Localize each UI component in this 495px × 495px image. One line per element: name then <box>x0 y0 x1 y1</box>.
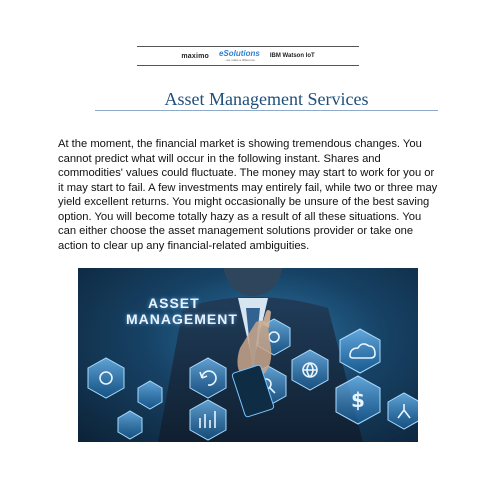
esolutions-logo <box>219 50 260 62</box>
body-paragraph: At the moment, the financial market is showing tremendous changes. You cannot predict what will occur in the following instant. Shares and commodities' values could fluctuate. The money may start to work for you or it may start to fail. A few investments may entirely fail, while two or three may yield excellent returns. You might occasionally be unsure of the best saving option. You will become totally hazy as a result of all these situations. You can either choose the asset management solutions provider or take one action to clear up any financial-related ambiguities. <box>58 138 438 252</box>
ibm-watson-logo: IBM Watson IoT <box>269 53 315 59</box>
esolutions-logo-text: eSolutions <box>218 49 260 58</box>
hero-image <box>78 268 418 442</box>
esolutions-tagline: ...we make a difference <box>223 58 255 62</box>
hero-caption-line1: ASSET <box>148 295 200 311</box>
hero-caption <box>126 296 238 326</box>
page-title: Asset Management Services <box>164 89 369 109</box>
title-underline <box>95 110 438 111</box>
hero-caption-line2: MANAGEMENT <box>126 311 238 327</box>
dollar-icon: $ <box>351 388 365 412</box>
header-logo-strip <box>137 46 359 66</box>
hero-illustration <box>78 268 418 442</box>
maximo-logo: maximo <box>181 52 209 60</box>
